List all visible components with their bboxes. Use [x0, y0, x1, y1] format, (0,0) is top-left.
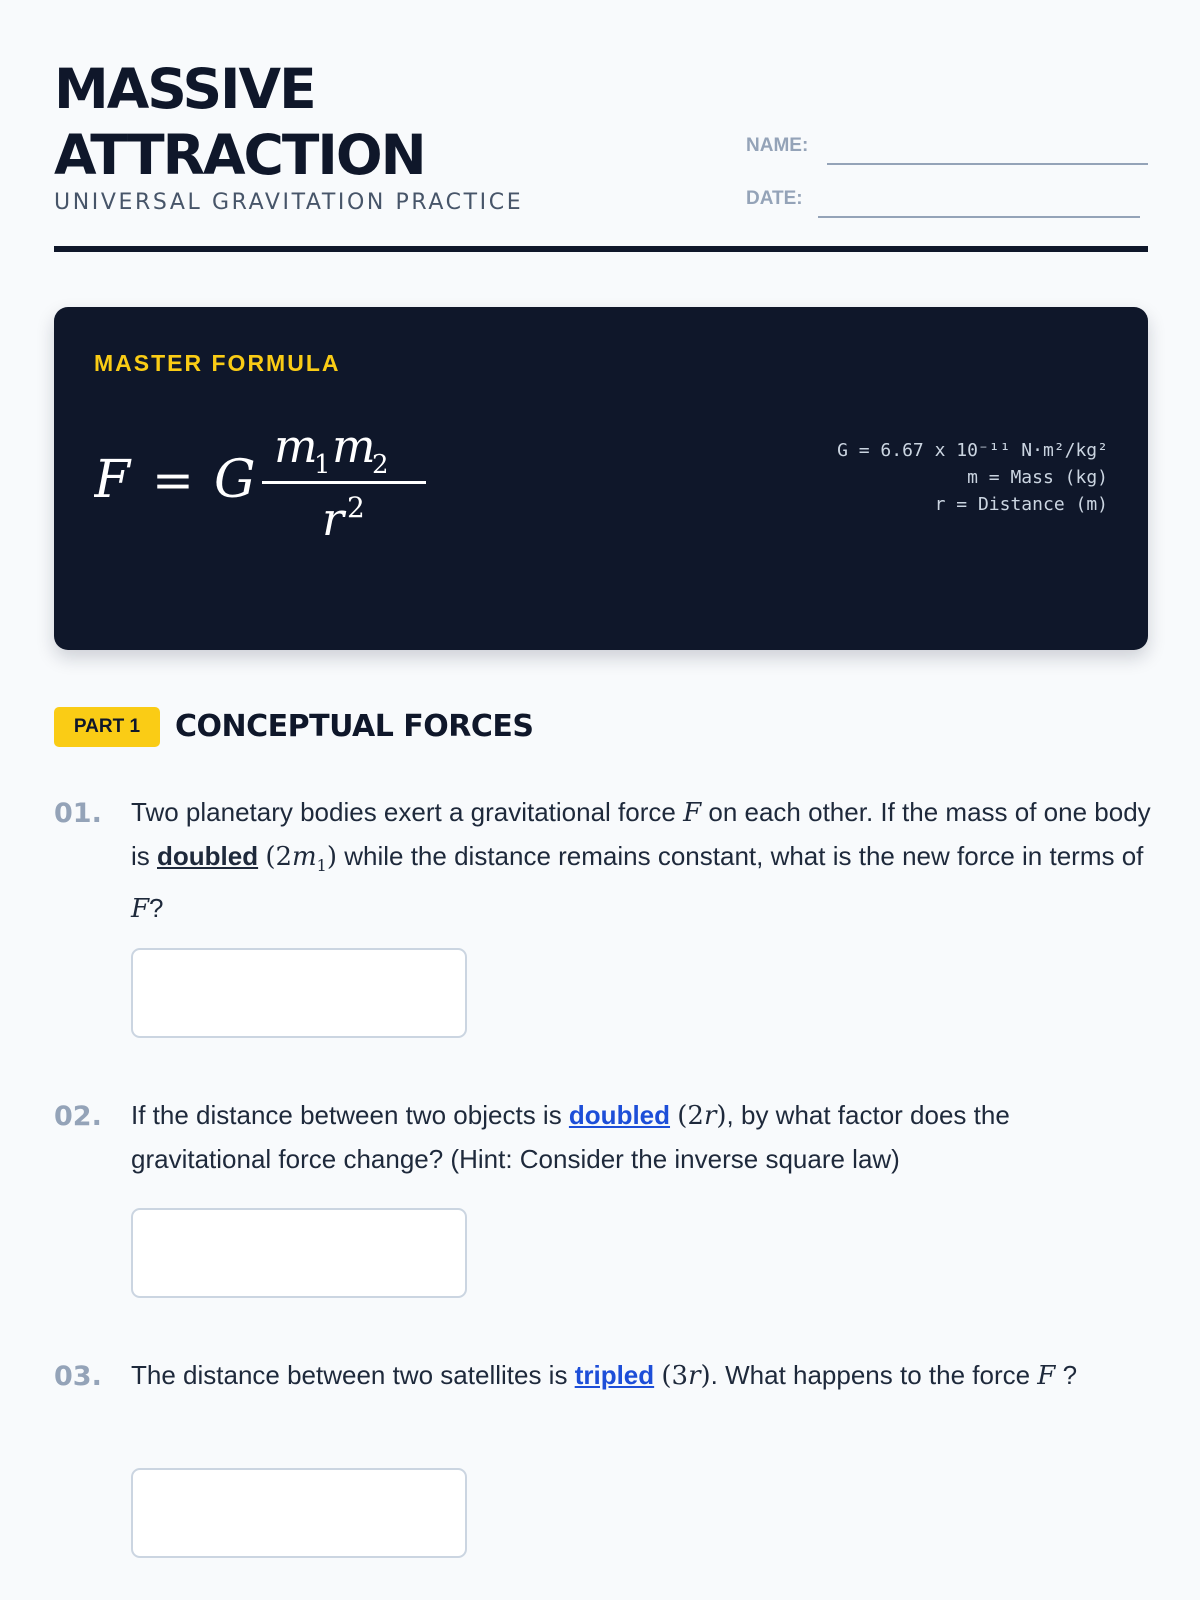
- title-line-1: MASSIVE: [54, 57, 315, 121]
- keyword-tripled: tripled: [574, 1360, 655, 1390]
- part-badge: PART 1: [54, 707, 160, 747]
- date-field-line[interactable]: [818, 216, 1140, 218]
- subtitle: UNIVERSAL GRAVITATION PRACTICE: [54, 190, 524, 215]
- question-number: 01.: [54, 798, 102, 829]
- formula-equals: =: [152, 451, 194, 509]
- formula-constant: G: [214, 450, 256, 510]
- variable-legend: [837, 437, 1108, 518]
- formula-distance: r: [322, 492, 344, 546]
- answer-box[interactable]: [131, 948, 467, 1038]
- question-text: Two planetary bodies exert a gravitational force F on each other. If the mass of one body is doubled $(2m_1)$ while the distance remains constant, what is the new force in terms of F?: [131, 797, 1151, 925]
- answer-box[interactable]: [131, 1208, 467, 1298]
- title-line-2: ATTRACTION: [54, 123, 425, 187]
- card-title: MASTER FORMULA: [94, 350, 341, 376]
- header-rule: [54, 246, 1148, 252]
- question-text: The distance between two satellites is tripled (3r). What happens to the force F ?: [131, 1360, 1078, 1391]
- formula-lhs: F: [94, 450, 131, 510]
- var-g: G = 6.67 x 10⁻¹¹ N·m²/kg²: [837, 440, 1108, 461]
- question-number: 03.: [54, 1361, 102, 1392]
- name-label: NAME:: [746, 135, 809, 156]
- fraction-bar: [262, 481, 426, 484]
- formula-sub-2: 2: [372, 450, 389, 480]
- formula-exponent: 2: [347, 491, 365, 524]
- answer-box[interactable]: [131, 1468, 467, 1558]
- section-title: CONCEPTUAL FORCES: [175, 709, 534, 744]
- keyword-doubled: doubled: [157, 841, 259, 871]
- formula-mass-1: m: [274, 419, 318, 473]
- date-label: DATE:: [746, 188, 803, 209]
- var-r: r = Distance (m): [934, 494, 1108, 515]
- worksheet-page: [54, 0, 1151, 1600]
- gravitation-formula: [94, 417, 454, 547]
- keyword-doubled: doubled: [568, 1100, 671, 1130]
- var-m: m = Mass (kg): [967, 467, 1108, 488]
- formula-card: [54, 307, 1148, 650]
- formula-sub-1: 1: [314, 450, 331, 480]
- question-number: 02.: [54, 1101, 102, 1132]
- question-text: If the distance between two objects is doubled (2r), by what factor does the gravitational force change? (Hint: Consider the inverse square law): [131, 1100, 1010, 1174]
- formula-mass-2: m: [332, 419, 376, 473]
- name-field-line[interactable]: [827, 163, 1148, 165]
